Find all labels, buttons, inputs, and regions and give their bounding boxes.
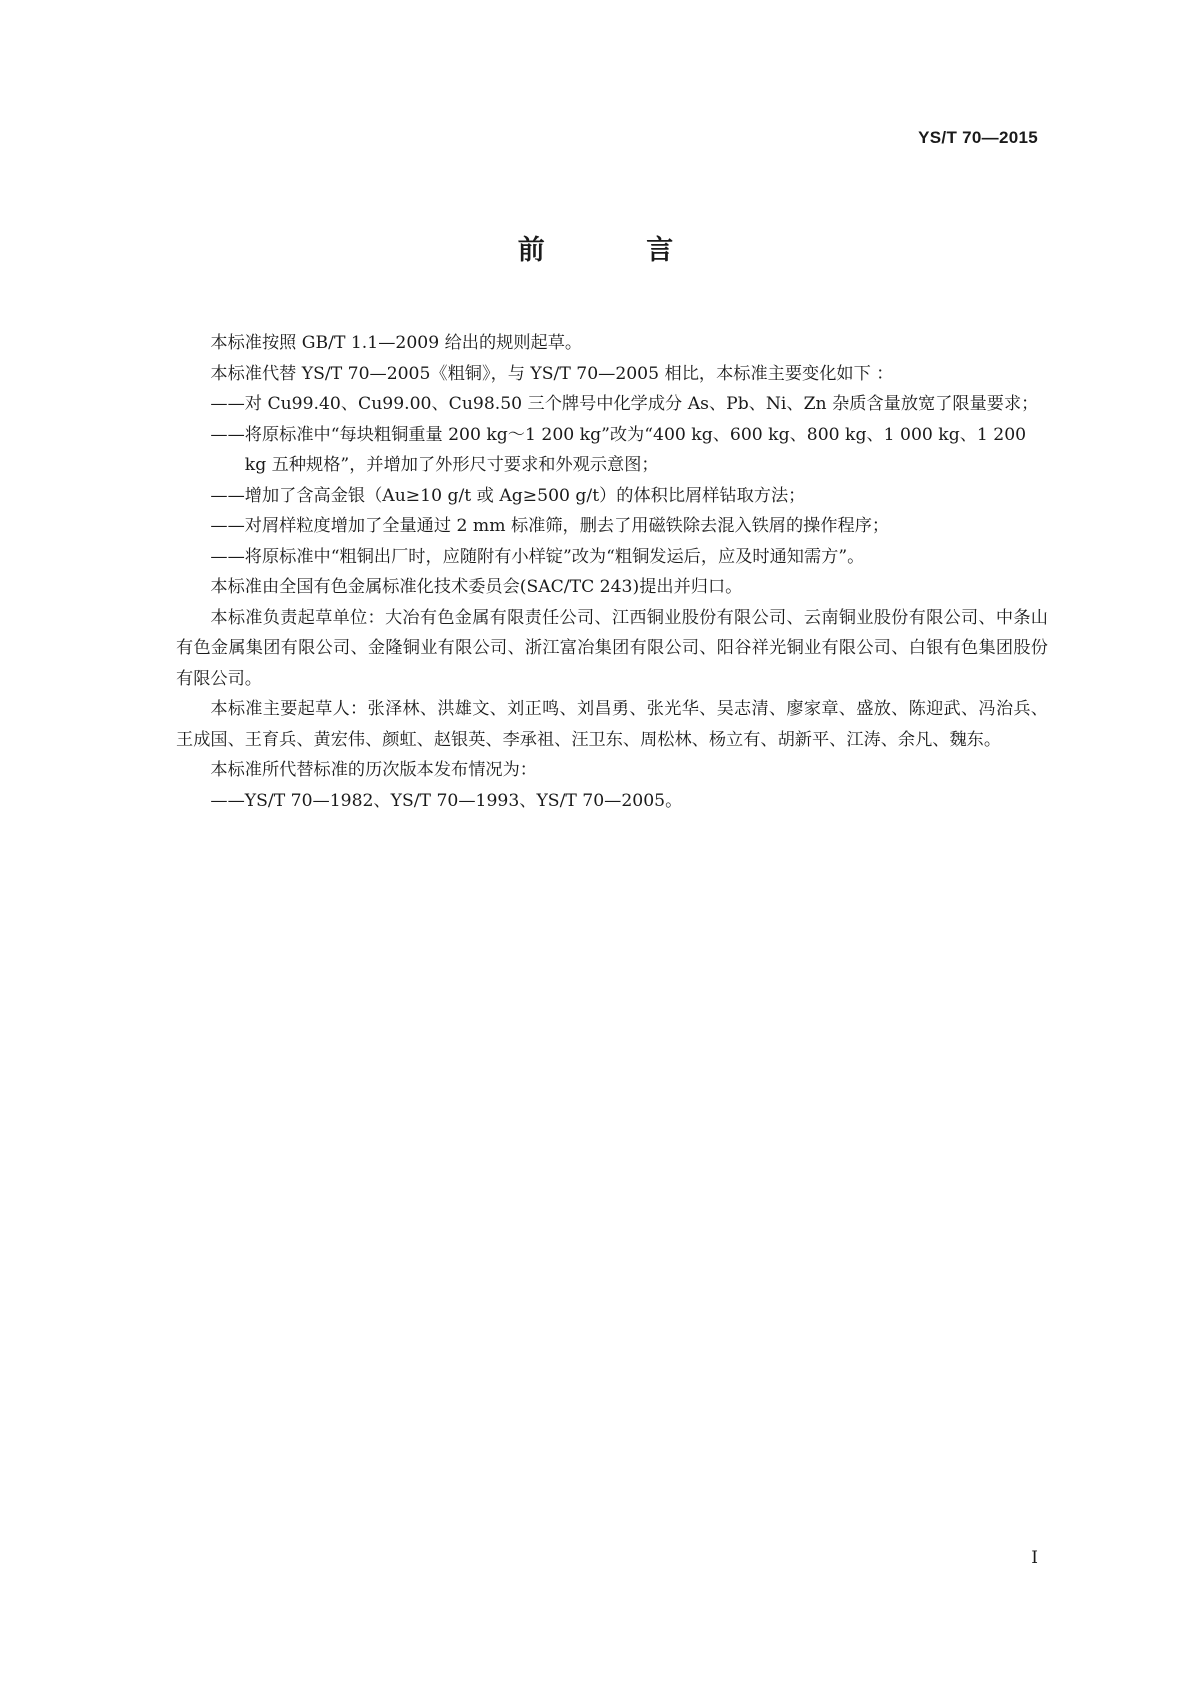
page-title: 前 言 <box>517 235 720 266</box>
change-item-text: 将原标准中“粗铜出厂时，应随附有小样锭”改为“粗铜发运后，应及时通知需方”。 <box>244 546 865 567</box>
dash-marker: —— <box>210 790 245 811</box>
dash-marker: —— <box>210 485 245 506</box>
change-item-text: 增加了含高金银（Au≥10 g/t 或 Ag≥500 g/t）的体积比屑样钻取方法； <box>244 485 806 506</box>
paragraph-replacement: 本标准代替 YS/T 70—2005《粗铜》，与 YS/T 70—2005 相比，本标准主要变化如下 ： <box>210 363 894 384</box>
page-number: I <box>1031 1548 1038 1568</box>
paragraph-drafters: 本标准主要起草人：张泽林、洪雄文、刘正鸣、刘昌勇、张光华、吴志清、廖家章、盛放、陈迎武、冯治兵、王成国、王育兵、黄宏伟、颜虹、赵银英、李承祖、汪卫东、周松林、杨立有、胡新平、江涛、余凡、魏东。 <box>176 699 1048 750</box>
list-item <box>176 542 1048 573</box>
change-item-text: 对屑样粒度增加了全量通过 2 mm 标准筛，删去了用磁铁除去混入铁屑的操作程序； <box>244 516 890 536</box>
change-item-text: 对 Cu99.40、Cu99.00、Cu98.50 三个牌号中化学成分 As、Pb、Ni、Zn 杂质含量放宽了限量要求； <box>244 394 1039 414</box>
paragraph-history-intro: 本标准所代替标准的历次版本发布情况为： <box>210 760 537 780</box>
list-item <box>176 481 1048 512</box>
paragraph-proposer: 本标准由全国有色金属标准化技术委员会(SAC/TC 243)提出并归口。 <box>210 577 743 597</box>
list-item <box>176 389 1048 420</box>
dash-marker: —— <box>210 424 245 445</box>
foreword-body <box>176 328 1048 816</box>
change-item-text: 将原标准中“每块粗铜重量 200 kg～1 200 kg”改为“400 kg、600 kg、800 kg、1 000 kg、1 200 kg 五种规格”，并增加了外形尺寸要求和外观示意图； <box>244 424 1027 475</box>
list-item <box>176 511 1048 542</box>
paragraph-drafting-units: 本标准负责起草单位：大冶有色金属有限责任公司、江西铜业股份有限公司、云南铜业股份有限公司、中条山有色金属集团有限公司、金隆铜业有限公司、浙江富冶集团有限公司、阳谷祥光铜业有限公司、白银有色集团股份有限公司。 <box>176 607 1048 689</box>
paragraph-drafting-rules: 本标准按照 GB/T 1.1—2009 给出的规则起草。 <box>210 333 583 353</box>
history-text: YS/T 70—1982、YS/T 70—1993、YS/T 70—2005。 <box>244 790 683 811</box>
standard-code: YS/T 70—2015 <box>918 128 1038 147</box>
dash-marker: —— <box>210 516 245 536</box>
dash-marker: —— <box>210 546 245 567</box>
dash-marker: —— <box>210 394 245 414</box>
list-item <box>176 420 1048 481</box>
history-item <box>176 786 1048 817</box>
